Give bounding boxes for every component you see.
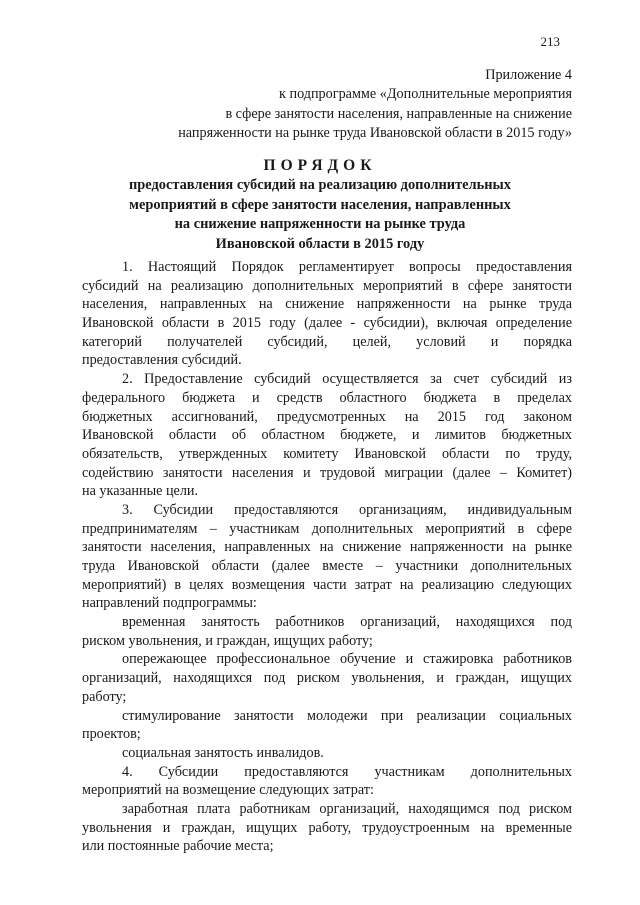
paragraph-2-line: бюджетных ассигнований, предусмотренных на 2015 год законом bbox=[82, 408, 572, 425]
paragraph-3-line: труда Ивановской области (далее вместе – участники дополнительных bbox=[82, 558, 572, 574]
document-subtitle bbox=[0, 176, 640, 254]
paragraph-3-line: занятости населения, направленных на снижение напряженности на рынке bbox=[82, 539, 572, 556]
paragraph-1-line: категорий получателей субсидий, целей, условий и порядка bbox=[82, 333, 572, 350]
paragraph-3-line: мероприятий) в целях возмещения части затрат на реализацию следующих bbox=[82, 576, 572, 593]
paragraph-1-line: предоставления субсидий. bbox=[82, 352, 242, 369]
list-item-line: увольнения и граждан, ищущих работу, трудоустроенным на временные bbox=[82, 819, 572, 836]
list-item-line: временная занятость работников организаций, находящихся под bbox=[122, 614, 572, 631]
list-item-line: риском увольнения, и граждан, ищущих работу; bbox=[82, 632, 373, 649]
document-body bbox=[82, 258, 572, 856]
appendix-line: напряженности на рынке труда Ивановской области в 2015 году» bbox=[178, 125, 572, 142]
appendix-line: Приложение 4 bbox=[485, 67, 572, 83]
list-item-line: социальная занятость инвалидов. bbox=[122, 744, 324, 761]
list-item-line: заработная плата работникам организаций, находящимся под риском bbox=[122, 800, 572, 817]
paragraph-4-line: 4. Субсидии предоставляются участникам дополнительных bbox=[122, 763, 572, 780]
list-item-line: или постоянные рабочие места; bbox=[82, 838, 274, 855]
appendix-line: к подпрограмме «Дополнительные мероприятия bbox=[279, 86, 572, 103]
paragraph-1-line: 1. Настоящий Порядок регламентирует вопросы предоставления bbox=[122, 259, 572, 275]
paragraph-2-line: 2. Предоставление субсидий осуществляется за счет субсидий из bbox=[122, 371, 572, 388]
page-number: 213 bbox=[540, 34, 560, 49]
paragraph-1-line: населения, направленных на снижение напряженности на рынке труда bbox=[82, 296, 572, 313]
list-item-line: опережающее профессиональное обучение и стажировка работников bbox=[122, 651, 572, 668]
subtitle-line: Ивановской области в 2015 году bbox=[215, 235, 425, 252]
subtitle-line: мероприятий в сфере занятости населения, направленных bbox=[129, 196, 511, 213]
list-item-line: стимулирование занятости молодежи при реализации социальных bbox=[122, 707, 572, 724]
paragraph-2-line: Ивановской области об областном бюджете, и лимитов бюджетных bbox=[82, 427, 572, 444]
paragraph-1-line: субсидий на реализацию дополнительных мероприятий в сфере занятости bbox=[82, 277, 572, 294]
paragraph-2-line: обязательств, утвержденных комитету Ивановской области по труду, bbox=[82, 445, 572, 462]
appendix-line: в сфере занятости населения, направленные на снижение bbox=[225, 105, 572, 122]
subtitle-line: на снижение напряженности на рынке труда bbox=[174, 216, 466, 233]
document-title: ПОРЯДОК bbox=[263, 157, 377, 174]
list-item-line: организаций, находящихся под риском увольнения, и граждан, ищущих bbox=[82, 670, 572, 687]
list-item-line: проектов; bbox=[82, 726, 141, 743]
paragraph-3-line: 3. Субсидии предоставляются организациям, индивидуальным bbox=[122, 501, 572, 518]
paragraph-3-line: предпринимателям – участникам дополнительных мероприятий в сфере bbox=[82, 520, 572, 537]
paragraph-2-line: на указанные цели. bbox=[82, 483, 199, 500]
paragraph-4-line: мероприятий на возмещение следующих затрат: bbox=[82, 782, 374, 799]
subtitle-line: предоставления субсидий на реализацию дополнительных bbox=[129, 177, 511, 193]
appendix-header bbox=[92, 66, 572, 144]
list-item-line: работу; bbox=[82, 688, 127, 705]
paragraph-1-line: Ивановской области в 2015 году (далее - субсидии), включая определение bbox=[82, 315, 572, 332]
paragraph-2-line: федерального бюджета и средств областного бюджета в пределах bbox=[82, 389, 572, 406]
paragraph-2-line: содействию занятости населения и трудовой миграции (далее – Комитет) bbox=[82, 464, 572, 481]
paragraph-3-line: направлений подпрограммы: bbox=[82, 595, 257, 612]
